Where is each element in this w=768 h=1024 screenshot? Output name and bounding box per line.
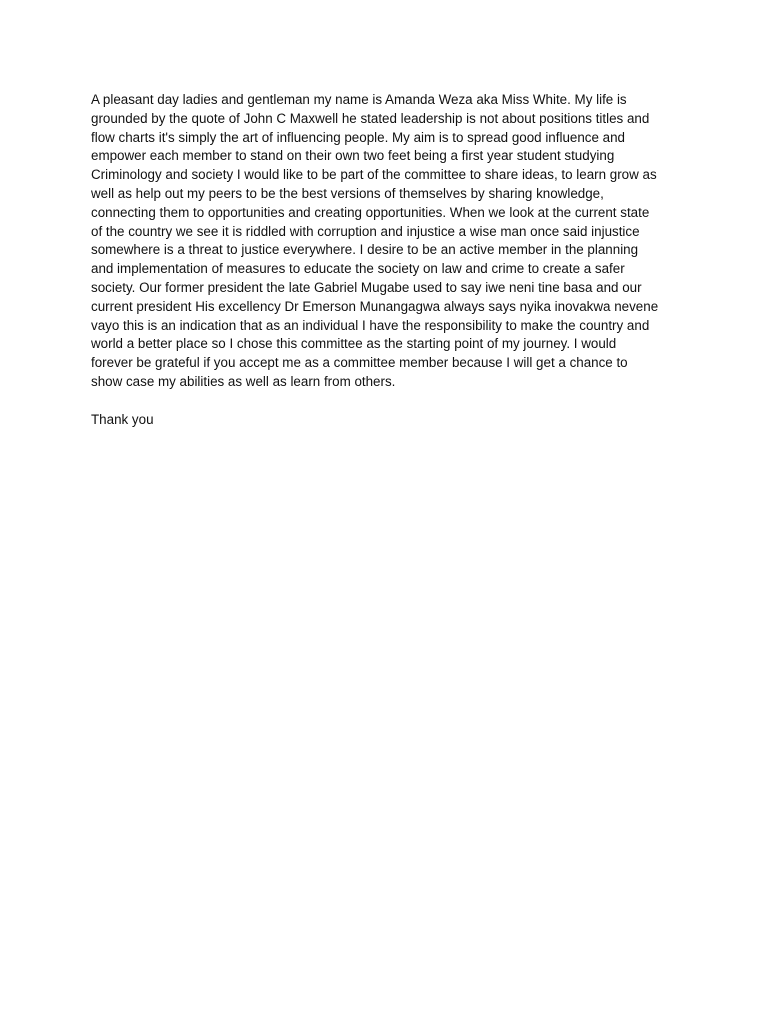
body-line: forever be grateful if you accept me as a committee member because I will get a chance to (91, 355, 628, 371)
body-line: of the country we see it is riddled with corruption and injustice a wise man once said injustice (91, 223, 640, 239)
body-line: empower each member to stand on their own two feet being a first year student studying (91, 148, 615, 164)
body-line: and implementation of measures to educate the society on law and crime to create a safer (91, 261, 625, 277)
body-line: Criminology and society I would like to be part of the committee to share ideas, to learn grow as (91, 167, 657, 183)
body-line: world a better place so I chose this committee as the starting point of my journey. I would (91, 336, 617, 352)
body-line: society. Our former president the late Gabriel Mugabe used to say iwe neni tine basa and our (91, 279, 642, 295)
body-line: current president His excellency Dr Emerson Munangagwa always says nyika inovakwa nevene (91, 298, 659, 314)
body-line: vayo this is an indication that as an individual I have the responsibility to make the country and (91, 317, 650, 333)
document-content (91, 91, 683, 429)
closing-line: Thank you (91, 411, 154, 427)
body-line: A pleasant day ladies and gentleman my name is Amanda Weza aka Miss White. My life is (91, 92, 627, 107)
body-line: well as help out my peers to be the best versions of themselves by sharing knowledge, (91, 185, 604, 201)
body-line: connecting them to opportunities and creating opportunities. When we look at the current state (91, 204, 650, 220)
body-line: grounded by the quote of John C Maxwell he stated leadership is not about positions titles and (91, 110, 650, 126)
body-line: somewhere is a threat to justice everywhere. I desire to be an active member in the planning (91, 242, 639, 258)
body-line: show case my abilities as well as learn from others. (91, 373, 396, 389)
body-paragraph (91, 91, 683, 392)
body-line: flow charts it's simply the art of influencing people. My aim is to spread good influence and (91, 129, 625, 145)
